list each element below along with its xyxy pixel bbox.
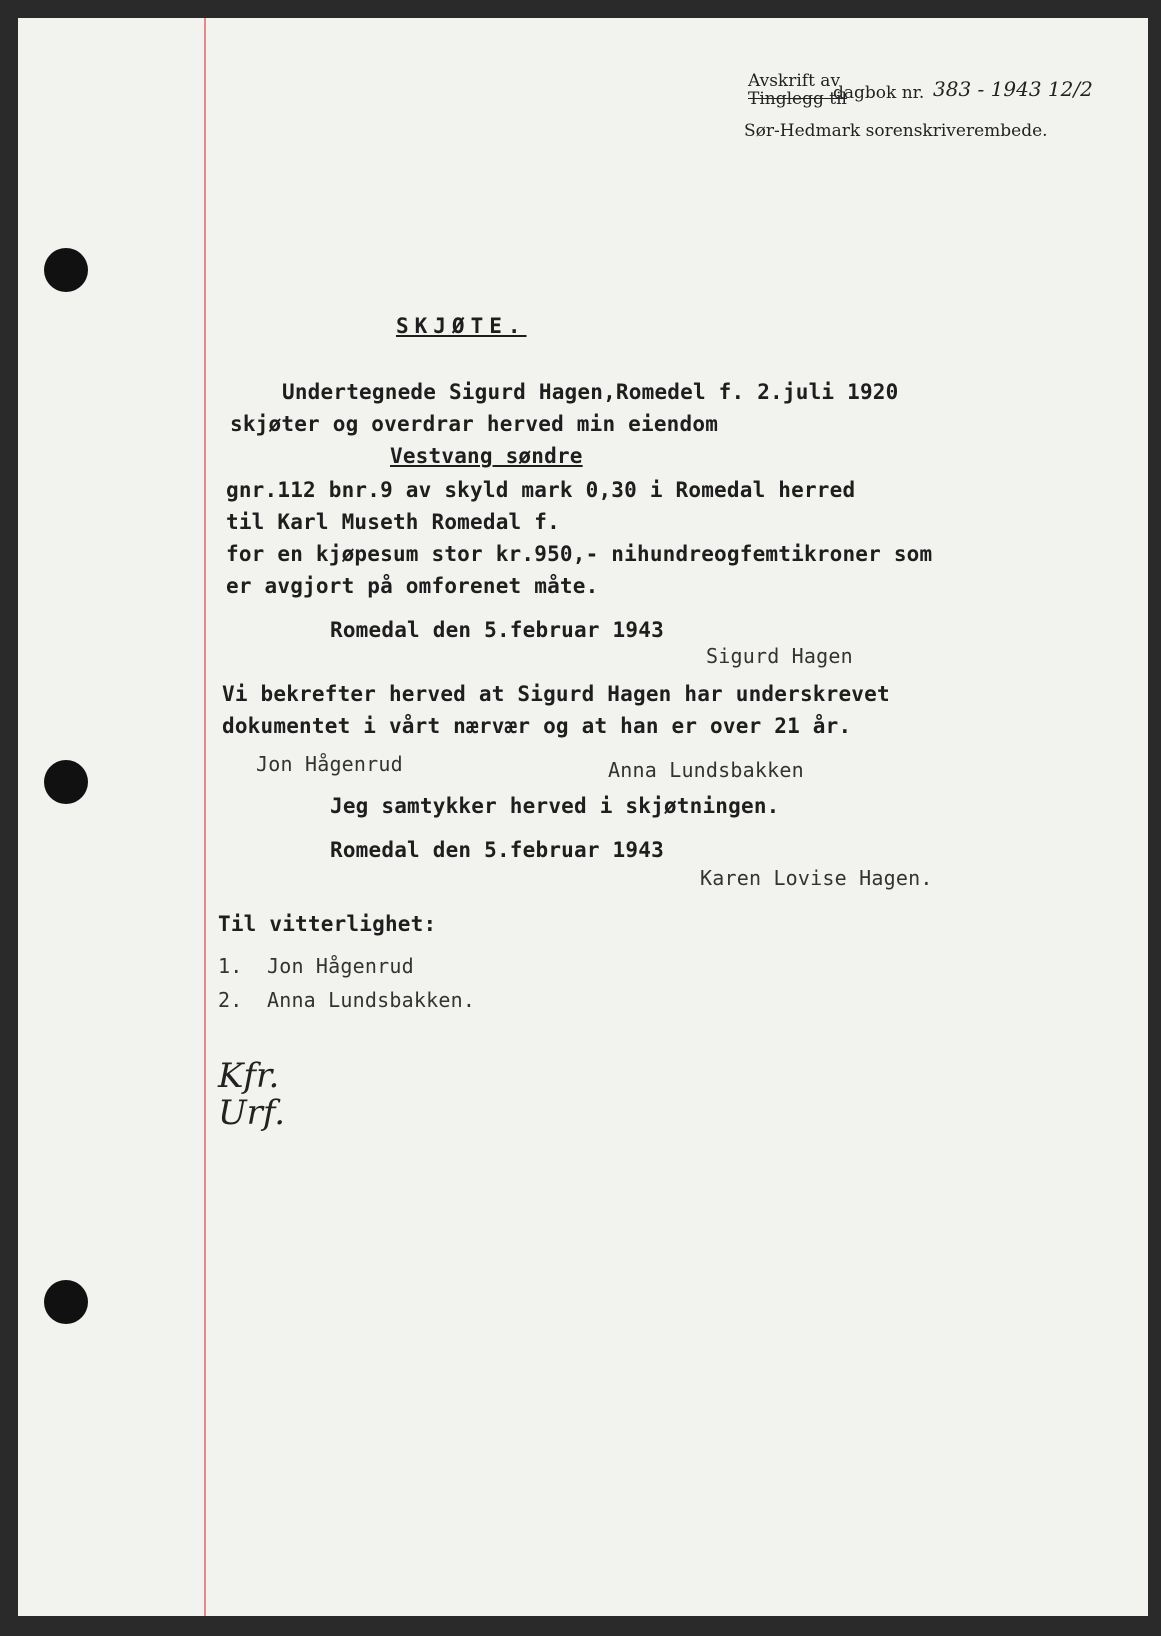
text-line: Vi bekrefter herved at Sigurd Hagen har underskrevet (222, 682, 890, 706)
signature: Karen Lovise Hagen. (700, 866, 933, 890)
list-item: 1. Jon Hågenrud (218, 954, 414, 978)
text-line: dokumentet i vårt nærvær og at han er over 21 år. (222, 714, 852, 738)
handwritten-note (218, 1058, 285, 1133)
text-line: gnr.112 bnr.9 av skyld mark 0,30 i Romedal herred (226, 478, 856, 502)
stamp-dagbok-value: 383 - 1943 12/2 (933, 77, 1093, 101)
handwritten-line: Kfr. (218, 1056, 280, 1096)
punch-hole-icon (44, 1280, 88, 1324)
handwritten-line: Urf. (218, 1093, 286, 1134)
place-date: Romedal den 5.februar 1943 (330, 838, 664, 862)
stamp-avskrift: Avskrift av (748, 71, 841, 91)
document-page (18, 18, 1148, 1616)
place-date: Romedal den 5.februar 1943 (330, 618, 664, 642)
text-line: til Karl Museth Romedal f. (226, 510, 560, 534)
property-name: Vestvang søndre (390, 444, 583, 468)
punch-hole-icon (44, 248, 88, 292)
punch-hole-icon (44, 760, 88, 804)
document-title: SKJØTE. (396, 314, 527, 338)
text-line: Jeg samtykker herved i skjøtningen. (330, 794, 780, 818)
stamp-office: Sør-Hedmark sorenskriverembede. (744, 121, 1048, 141)
text-line: skjøter og overdrar herved min eiendom (230, 412, 719, 436)
stamp-tinglegg: Tinglegg til (748, 89, 847, 109)
signature: Anna Lundsbakken (608, 758, 804, 782)
stamp-dagbok-label: dagbok nr. (833, 83, 925, 103)
signature: Sigurd Hagen (706, 644, 853, 668)
margin-line (204, 18, 206, 1616)
signature: Jon Hågenrud (256, 752, 403, 776)
text-line: er avgjort på omforenet måte. (226, 574, 599, 598)
list-item: 2. Anna Lundsbakken. (218, 988, 476, 1012)
section-heading: Til vitterlighet: (218, 912, 437, 936)
text-line: for en kjøpesum stor kr.950,- nihundreogfemtikroner som (226, 542, 933, 566)
text-line: Undertegnede Sigurd Hagen,Romedel f. 2.juli 1920 (282, 380, 899, 404)
